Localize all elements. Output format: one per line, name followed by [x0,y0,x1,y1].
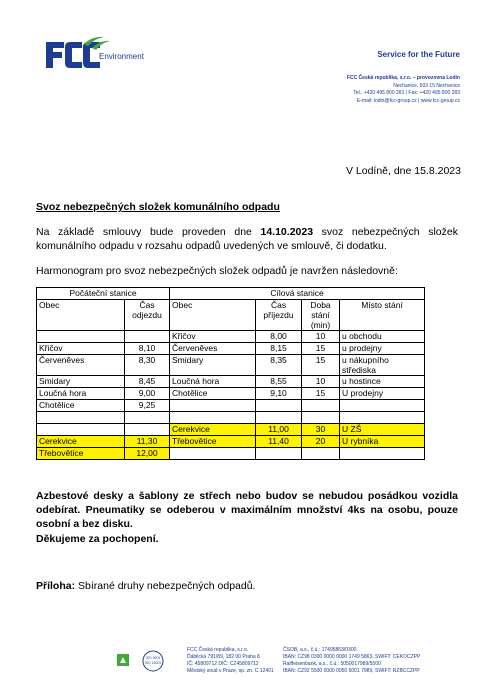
table-cell-highlighted: Třebovětice [170,436,256,448]
table-cell: 9,25 [125,400,170,412]
footer-line: IBAN: CZ92 5500 0000 0050 5001 7989, SWIFT: RZBCCZPP [283,668,420,674]
environment-label: Environment [99,52,144,61]
table-cell: Červeněves [37,355,125,376]
table-cell: Smidary [37,376,125,388]
table-cell [302,412,340,424]
table-cell: 9,00 [125,388,170,400]
schedule-table [36,287,425,460]
table-cell: U prodejny [340,388,425,400]
logo-letter-f [46,42,64,68]
table-cell: Křičov [170,331,256,343]
footer-line: FCC Česká republika, s.r.o. [187,647,249,653]
table-cell: Červeněves [170,343,256,355]
table-cell [256,400,302,412]
table-cell: 8,45 [125,376,170,388]
appendix-text: Sbírané druhy nebezpečných odpadů. [75,580,256,592]
footer-company [187,647,274,675]
table-cell-highlighted: 11,00 [256,424,302,436]
table-cell-highlighted: Třebovětice [37,448,125,460]
table-cell [302,448,340,460]
table-row [37,388,425,400]
table-cell-highlighted: Cerekvice [170,424,256,436]
thanks-line: Děkujeme za pochopení. [36,533,159,545]
group-end-station: Cílová stanice [170,288,425,300]
appendix-label: Příloha: [36,580,76,592]
table-cell: 8,30 [125,355,170,376]
table-cell: 8,15 [256,343,302,355]
table-cell: Smidary [170,355,256,376]
col-header: Čas odjezdu [125,300,170,331]
table-cell [256,412,302,424]
table-row [37,412,425,424]
table-row [37,436,425,448]
table-cell-highlighted: U rybníka [340,436,425,448]
table-cell [340,412,425,424]
table-cell-highlighted: U ZŠ [340,424,425,436]
footer-line: Ďáblická 791/89, 182 00 Praha 8 [187,654,260,660]
address-line: E-mail: lodin@fcc-group.cz | www.fcc-group.cz [356,97,460,104]
company-address [347,75,460,105]
table-cell: 15 [302,343,340,355]
table-cell [125,331,170,343]
footer-line: Raiffeisenbank, a.s., č.ú.: 5050017989/5500 [283,661,381,667]
table-cell: u nákupního střediska [340,355,425,376]
cert-iso-9001: ISO 9001 [145,656,161,660]
logo-letter-c1 [65,42,82,68]
table-cell: Loučná hora [170,376,256,388]
subject-heading: Svoz nebezpečných složek komunálního odpadu [36,201,280,213]
group-start-station: Počáteční stanice [37,288,170,300]
cert-iso-14001: ISO 14001 [144,661,162,665]
table-cell: u hostince [340,376,425,388]
certification-badges [117,650,173,672]
table-cell: u prodejny [340,343,425,355]
table-cell: 10 [302,376,340,388]
table-cell: 8,55 [256,376,302,388]
address-line: FCC Česká republika, s.r.o. – provozovna Lodín [346,75,460,81]
table-cell [340,400,425,412]
table-cell [302,400,340,412]
date-line: V Lodíně, dne 15.8.2023 [345,165,461,177]
table-cell-highlighted: Cerekvice [37,436,125,448]
table-cell: Loučná hora [37,388,125,400]
table-row [37,343,425,355]
warning-paragraph: Azbestové desky a šablony ze střech nebo budov se nebudou posádkou vozidla odebírat. Pneumatiky se odeberou v maximálním množství 4ks na osobu, pouze osobní a bez disku. [36,490,458,530]
table-cell: Chotělice [170,388,256,400]
table-row [37,424,425,436]
table-cell [37,424,125,436]
table-cell [170,412,256,424]
table-group-header-row [37,288,425,300]
footer-line: ČSOB, a.s., č.ú.: 17495863/0300 [283,647,357,653]
table-cell [256,448,302,460]
intro-paragraph [36,225,458,253]
intro-text-end: svoz nebezpečných složek komunálního odpadu v rozsahu odpadů uvedených ve smlouvě, či dodatku. [36,226,458,252]
table-row [37,448,425,460]
col-header: Místo stání [340,300,425,331]
table-cell: 9,10 [256,388,302,400]
table-cell-highlighted: 11,30 [125,436,170,448]
table-cell-highlighted: 11,40 [256,436,302,448]
intro-text-start: Na základě smlouvy bude proveden dne [36,226,261,238]
table-cell [125,424,170,436]
table-cell [170,448,256,460]
table-cell: 10 [302,331,340,343]
appendix-line [36,580,255,592]
footer-line: Městský soud v Praze, sp. zn. C 12401 [187,668,274,674]
table-cell [125,412,170,424]
table-cell: Chotělice [37,400,125,412]
footer-bank [283,647,420,675]
table-cell: Křičov [37,343,125,355]
table-row [37,400,425,412]
schedule-intro: Harmonogram pro svoz nebezpečných složek odpadů je navržen následovně: [36,265,398,277]
col-header: Obec [170,300,256,331]
col-header: Doba stání (min) [302,300,340,331]
col-header: Obec [37,300,125,331]
tagline: Service for the Future [377,50,460,59]
table-cell: 8,35 [256,355,302,376]
table-cell: 8,00 [256,331,302,343]
collection-date: 14.10.2023 [260,226,314,238]
address-line: Tel.: +420 495 800 281 | Fax: +420 495 800 283 [353,90,460,96]
table-cell-highlighted: 20 [302,436,340,448]
table-row [37,355,425,376]
footer-line: IČ: 45809712 DIČ: CZ45809712 [187,661,259,667]
table-header-row [37,300,425,331]
address-line: Nechanice, 503 15 Nechanice [393,82,460,89]
table-cell-highlighted: 30 [302,424,340,436]
table-row [37,376,425,388]
table-cell: u obchodu [340,331,425,343]
col-header: Čas příjezdu [256,300,302,331]
table-cell-highlighted: 12,00 [125,448,170,460]
table-cell: 15 [302,388,340,400]
footer-line: IBAN: CZ98 0300 0000 0000 1749 5863, SWIFT: CEKOCZPP [283,654,421,660]
table-cell [170,400,256,412]
table-cell [340,448,425,460]
table-cell: 8,10 [125,343,170,355]
table-cell [37,412,125,424]
table-row [37,331,425,343]
table-cell [37,331,125,343]
table-cell: 15 [302,355,340,376]
